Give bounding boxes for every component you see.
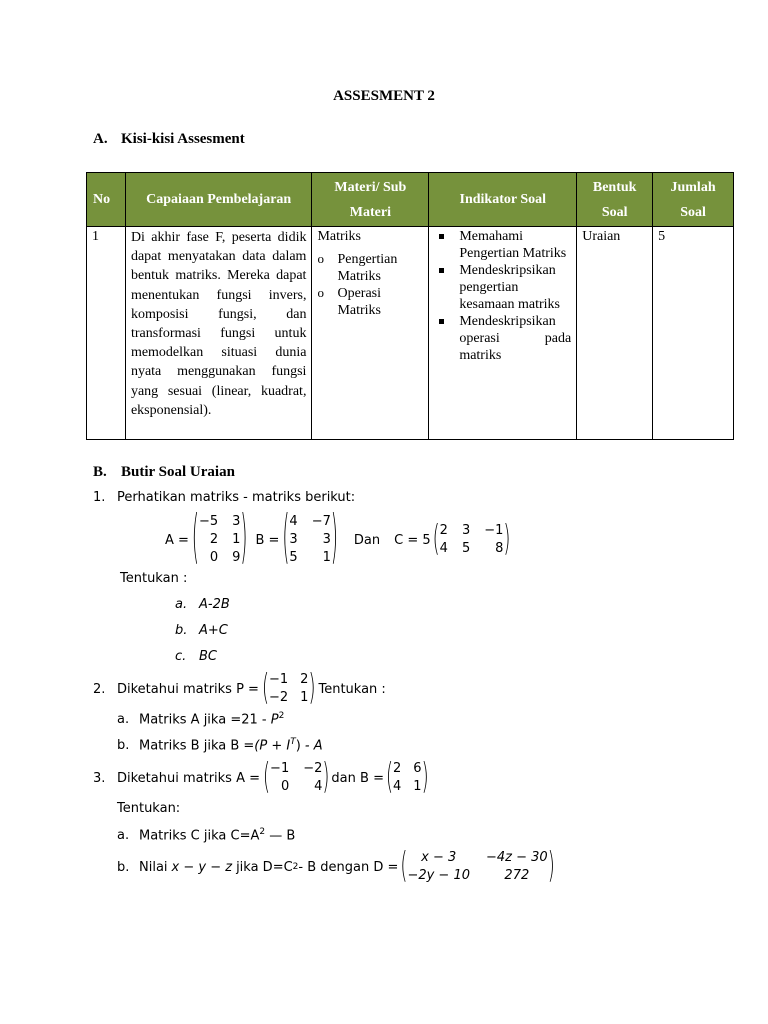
matrix-cell: 9: [232, 550, 241, 565]
matrix-cell: 5: [289, 550, 298, 565]
item-letter: a.: [117, 712, 130, 728]
item-letter: b.: [117, 738, 130, 754]
list-item: o Pengertian Matriks: [317, 251, 423, 285]
item-expr: A+C: [199, 623, 228, 638]
matrix-cell: 2: [209, 532, 219, 547]
matrix-c-label: C = 5: [394, 532, 431, 548]
matrix-p: ( −1 −2 2 1 ): [261, 667, 316, 709]
header-bentuk: Bentuk Soal: [577, 173, 653, 227]
item-text: Nilai: [139, 859, 168, 875]
q2-item-b: [117, 737, 323, 753]
section-a-label: Kisi-kisi Assesment: [121, 131, 245, 147]
cell-jumlah: 5: [653, 227, 734, 440]
item-math-close: ): [295, 738, 301, 754]
q3-item-a: [117, 827, 295, 843]
matrix-cell: 5: [461, 541, 471, 556]
item-letter: b.: [117, 859, 130, 875]
matrix-cell: 1: [322, 550, 331, 565]
matrix-cell: −1: [268, 672, 289, 687]
list-item: o Operasi Matriks: [317, 285, 423, 319]
cell-capaian: Di akhir fase F, peserta didik dapat menyatakan data dalam bentuk matriks. Mereka dapat menentukan fungsi invers, komposisi fungsi, dan transformasi fungsi untuk memodelkan situasi dunia nyata menggunakan fungsi yang sesuai (linear, kuadrat, eksponensial).: [125, 227, 312, 440]
matrix-cell: 4: [289, 514, 298, 529]
q1-item-c: [175, 649, 217, 664]
item-expr: BC: [199, 649, 217, 664]
matrix-cell: 6: [413, 761, 422, 776]
item-text: Matriks A jika =21 -: [139, 712, 267, 728]
item-letter: a.: [175, 597, 188, 612]
matrix-cell: 3: [322, 532, 331, 547]
item-exponent: 2: [292, 862, 299, 872]
matrix-b-label: B =: [255, 532, 280, 548]
matrix-cell: 3: [289, 532, 298, 547]
table-row: [87, 227, 734, 440]
header-no: No: [87, 173, 126, 227]
matrix-cell: 1: [232, 532, 241, 547]
item-exponent: 2: [259, 827, 266, 837]
matrix-cell: 4: [314, 779, 323, 794]
header-indikator: Indikator Soal: [429, 173, 577, 227]
item-math-p: P: [270, 712, 279, 728]
item-text: Matriks B jika B =: [139, 738, 255, 754]
cell-materi: [312, 227, 429, 440]
item-text: Matriks C jika C=A: [139, 828, 260, 844]
item-letter: a.: [117, 828, 130, 844]
matrix-a: ( −5 2 0 3 1 9 ): [191, 504, 248, 572]
cell-no: 1: [87, 227, 126, 440]
item-tail: - A: [304, 738, 323, 754]
matrix-cell: 1: [300, 690, 309, 705]
section-b-number: B.: [93, 464, 107, 480]
item-math-open: (P + I: [254, 738, 291, 754]
q1-item-b: [175, 623, 228, 638]
question-2: [93, 667, 386, 709]
item-expr: A-2B: [199, 597, 230, 612]
matrix-a: ( −1 0 −2 4 ): [263, 756, 330, 798]
sub-materi-list: [317, 251, 423, 319]
list-item: Mendeskripsikan operasi pada matriks: [434, 313, 571, 364]
cell-bentuk: Uraian: [577, 227, 653, 440]
page-title: ASSESMENT 2: [333, 88, 435, 104]
header-materi: Materi/ Sub Materi: [312, 173, 429, 227]
matrix-cell: −5: [198, 514, 219, 529]
question-text: Diketahui matriks A =: [117, 770, 261, 786]
question-number: 1.: [93, 490, 106, 505]
list-item: Memahami Pengertian Matriks: [434, 228, 571, 262]
section-b-heading: [93, 464, 235, 481]
q2-tentukan: Tentukan :: [318, 681, 386, 697]
dan-label: dan B =: [331, 770, 384, 786]
matrix-cell: −2: [268, 690, 289, 705]
materi-label: Matriks: [317, 229, 362, 244]
item-text-2: jika D=C: [236, 859, 293, 875]
question-number: 3.: [93, 770, 106, 786]
header-capaian: Capaiaan Pembelajaran: [125, 173, 312, 227]
item-exponent: 2: [278, 711, 285, 721]
matrix-cell: −7: [311, 514, 331, 529]
matrix-cell: −1: [270, 761, 290, 776]
matrix-cell: 272: [504, 868, 530, 883]
table-header-row: [87, 173, 734, 227]
matrix-cell: −1: [484, 523, 504, 538]
question-text: Diketahui matriks P =: [117, 681, 259, 697]
matrix-cell: 4: [439, 541, 448, 556]
matrix-cell: 3: [461, 523, 471, 538]
matrix-cell: −4z − 30: [486, 850, 548, 865]
q3-item-b: [117, 845, 555, 887]
matrix-b: ( 4 3 5 −7 3 1 ): [282, 504, 338, 572]
dan-label: Dan: [353, 532, 381, 548]
matrix-cell: 0: [209, 550, 219, 565]
matrix-b: ( 2 4 6 1 ): [385, 756, 429, 798]
kisi-kisi-table: [86, 172, 734, 440]
item-text-tail: — B: [265, 828, 296, 844]
section-a-number: A.: [93, 131, 108, 147]
cell-indikator: [429, 227, 577, 440]
item-text-3: - B dengan D =: [298, 859, 399, 875]
matrix-cell: −2y − 10: [407, 868, 470, 883]
list-item: Mendeskripsikan pengertian kesamaan matriks: [434, 262, 571, 313]
question-text: Perhatikan matriks - matriks berikut:: [117, 490, 356, 505]
section-a-heading: [93, 131, 245, 148]
matrix-cell: 4: [393, 779, 402, 794]
matrix-cell: x − 3: [421, 850, 457, 865]
indikator-list: [434, 228, 571, 364]
item-letter: b.: [175, 623, 188, 638]
q3-tentukan: Tentukan:: [117, 801, 181, 816]
item-exponent: T: [290, 737, 296, 747]
question-1: [93, 490, 355, 505]
q1-tentukan: Tentukan :: [120, 571, 188, 586]
item-letter: c.: [175, 649, 187, 664]
header-jumlah: Jumlah Soal: [653, 173, 734, 227]
q2-item-a: [117, 711, 284, 727]
q1-item-a: [175, 597, 230, 612]
matrix-cell: 2: [439, 523, 448, 538]
matrix-d: ( x − 3 −2y − 10 −4z − 30 272 ): [400, 845, 555, 887]
matrix-cell: 0: [280, 779, 290, 794]
matrix-cell: 1: [413, 779, 422, 794]
question-3: [93, 756, 429, 798]
section-b-label: Butir Soal Uraian: [121, 464, 235, 480]
matrix-cell: 8: [495, 541, 504, 556]
matrix-c: ( 2 4 3 5 −1 8 ): [432, 518, 511, 560]
matrix-cell: 2: [300, 672, 309, 687]
matrix-cell: 2: [393, 761, 402, 776]
matrix-a-label: A =: [165, 532, 189, 548]
q1-matrices: [165, 504, 511, 572]
question-number: 2.: [93, 681, 106, 697]
matrix-cell: 3: [232, 514, 241, 529]
item-math: x − y − z: [171, 859, 233, 875]
matrix-cell: −2: [303, 761, 323, 776]
